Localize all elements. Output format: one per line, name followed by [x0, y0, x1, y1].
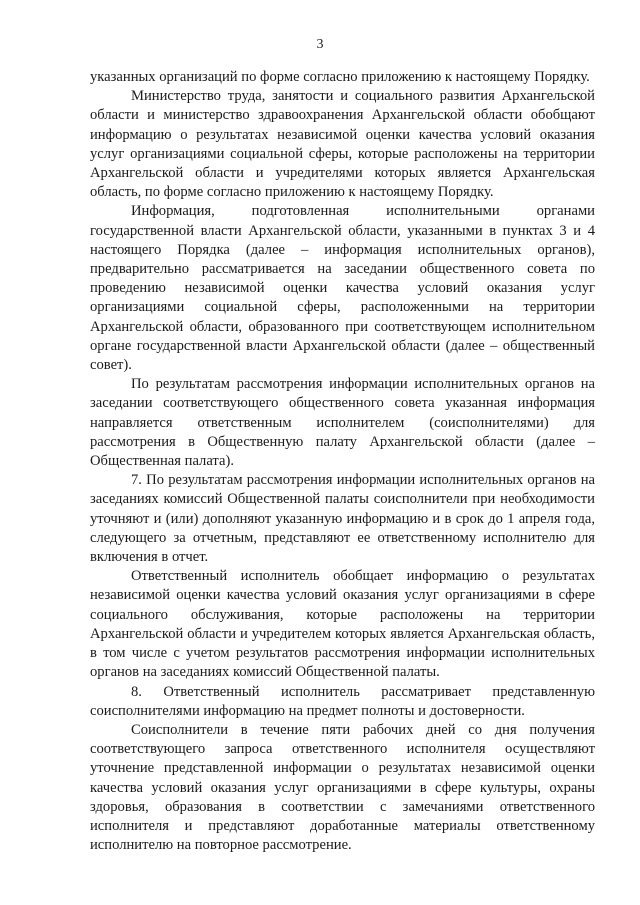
paragraph-continuation: указанных организаций по форме согласно приложению к настоящему Порядку.	[90, 69, 590, 85]
paragraph-item-8: 8. Ответственный исполнитель рассматривает представленную соисполнителями информацию на предмет полноты и достоверности.	[90, 683, 595, 719]
page-number: 3	[316, 37, 324, 52]
paragraph-public-chamber-submission: По результатам рассмотрения информации исполнительных органов на заседании соответствующего общественного совета указанная информация направляется ответственным исполнителем (соисполнителями) для рассмотрения в Общественную палату Архангельской области (далее – Общественная палата).	[90, 376, 595, 470]
paragraph-co-executors-clarification: Соисполнители в течение пяти рабочих дней со дня получения соответствующего запроса ответственного исполнителя осуществляют уточнение представленной информации о результатах независимой оценки качества условий оказания услуг организациями в сфере культуры, охраны здоровья, образования в соответствии с замечаниями ответственного исполнителя и представляют доработанные материалы ответственному исполнителю на повторное рассмотрение.	[90, 721, 595, 854]
document-body	[90, 68, 595, 855]
paragraph-information-review: Информация, подготовленная исполнительными органами государственной власти Архангельской области, указанными в пунктах 3 и 4 настоящего Порядка (далее – информация исполнительных органов), предварительно рассматривается на заседании общественного совета по проведению независимой оценки качества условий оказания услуг организациями социальной сферы, расположенными на территории Архангельской области, образованного при соответствующем исполнительном органе государственной власти Архангельской области (далее – общественный совет).	[90, 203, 595, 374]
paragraph-responsible-executor-summary: Ответственный исполнитель обобщает информацию о результатах независимой оценки качества условий оказания услуг организациями в сфере социального обслуживания, которые расположены на территории Архангельской области и учредителем которых является Архангельская область, в том числе с учетом результатов рассмотрения информации исполнительных органов на заседаниях комиссий Общественной палаты.	[90, 568, 595, 681]
paragraph-item-7: 7. По результатам рассмотрения информации исполнительных органов на заседаниях комиссий Общественной палаты соисполнители при необходимости уточняют и (или) дополняют указанную информацию и в срок до 1 апреля года, следующего за отчетным, представляют ее ответственному исполнителю для включения в отчет.	[90, 472, 595, 566]
paragraph-ministries-summary: Министерство труда, занятости и социального развития Архангельской области и министерство здравоохранения Архангельской области обобщают информацию о результатах независимой оценки качества условий оказания услуг организациями социальной сферы, которые расположены на территории Архангельской области и учредителями которых является Архангельская область, по форме согласно приложению к настоящему Порядку.	[90, 88, 595, 201]
